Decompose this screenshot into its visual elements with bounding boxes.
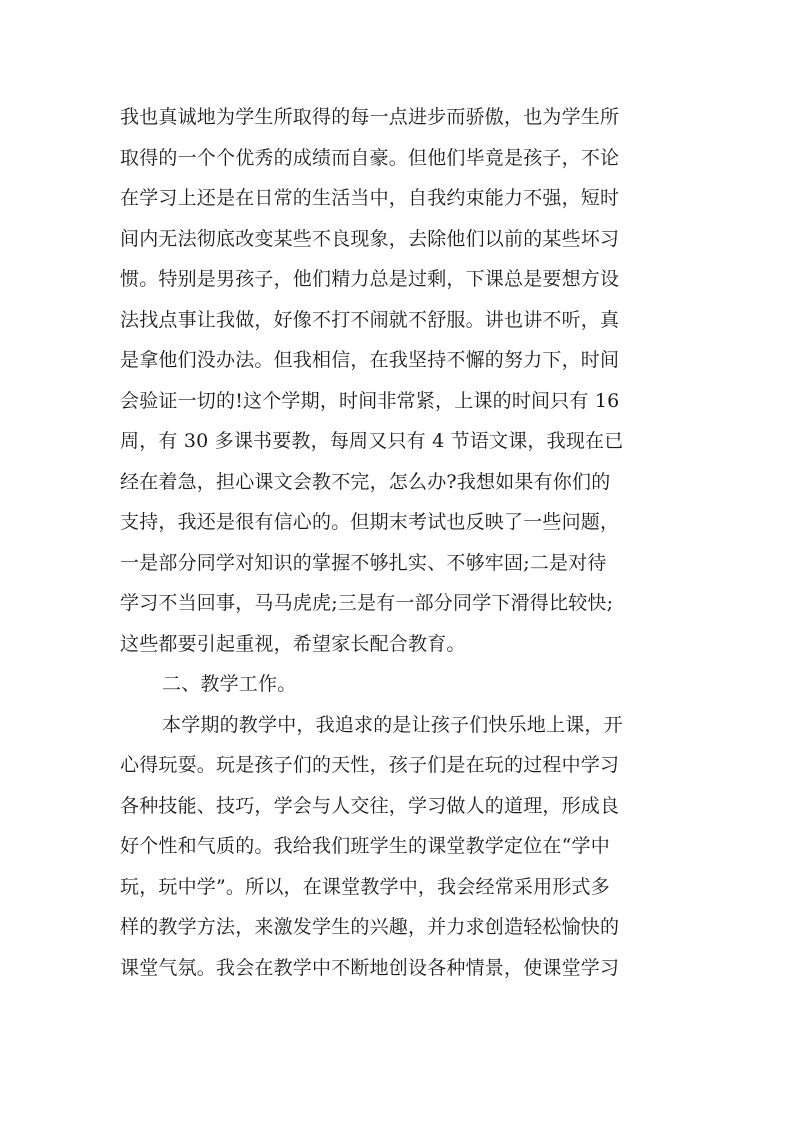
text-line: 课堂气氛。我会在教学中不断地创设各种情景，使课堂学习: [120, 956, 620, 979]
text-line: 玩，玩中学”。所以，在课堂教学中，我会经常采用形式多: [120, 875, 610, 898]
text-line: 这些都要引起重视，希望家长配合教育。: [120, 632, 466, 655]
text-line: 会验证一切的!这个学期，时间非常紧，上课的时间只有 16: [120, 389, 620, 412]
text-line: 法找点事让我做，好像不打不闹就不舒服。讲也讲不听，真: [120, 308, 620, 331]
text-line: 一是部分同学对知识的掌握不够扎实、不够牢固;二是对待: [120, 551, 607, 574]
text-line: 经在着急，担心课文会教不完，怎么办?我想如果有你们的: [120, 470, 611, 493]
text-line: 我也真诚地为学生所取得的每一点进步而骄傲，也为学生所: [120, 106, 620, 128]
text-line: 周，有 30 多课书要教，每周又只有 4 节语文课，我现在已: [120, 430, 624, 452]
text-line: 间内无法彻底改变某些不良现象，去除他们以前的某些坏习: [120, 227, 620, 250]
text-line: 取得的一个个优秀的成绩而自豪。但他们毕竟是孩子，不论: [120, 146, 620, 169]
text-line: 各种技能、技巧，学会与人交往，学习做人的道理，形成良: [120, 794, 620, 817]
text-line: 支持，我还是很有信心的。但期末考试也反映了一些问题，: [120, 511, 620, 533]
text-line: 本学期的教学中，我追求的是让孩子们快乐地上课，开: [162, 713, 623, 736]
text-line: 样的教学方法，来激发学生的兴趣，并力求创造轻松愉快的: [120, 916, 620, 938]
text-line: 在学习上还是在日常的生活当中，自我约束能力不强，短时: [120, 187, 620, 209]
text-line: 心得玩耍。玩是孩子们的天性，孩子们是在玩的过程中学习: [120, 754, 620, 776]
document-body: [120, 97, 680, 988]
text-line: 是拿他们没办法。但我相信，在我坚持不懈的努力下，时间: [120, 349, 620, 371]
text-line: 学习不当回事，马马虎虎;三是有一部分同学下滑得比较快;: [120, 592, 614, 614]
text-line: 好个性和气质的。我给我们班学生的课堂教学定位在“学中: [120, 835, 610, 857]
text-line: 惯。特别是男孩子，他们精力总是过剩，下课总是要想方设: [120, 268, 620, 290]
section-heading: 二、教学工作。: [162, 673, 297, 695]
